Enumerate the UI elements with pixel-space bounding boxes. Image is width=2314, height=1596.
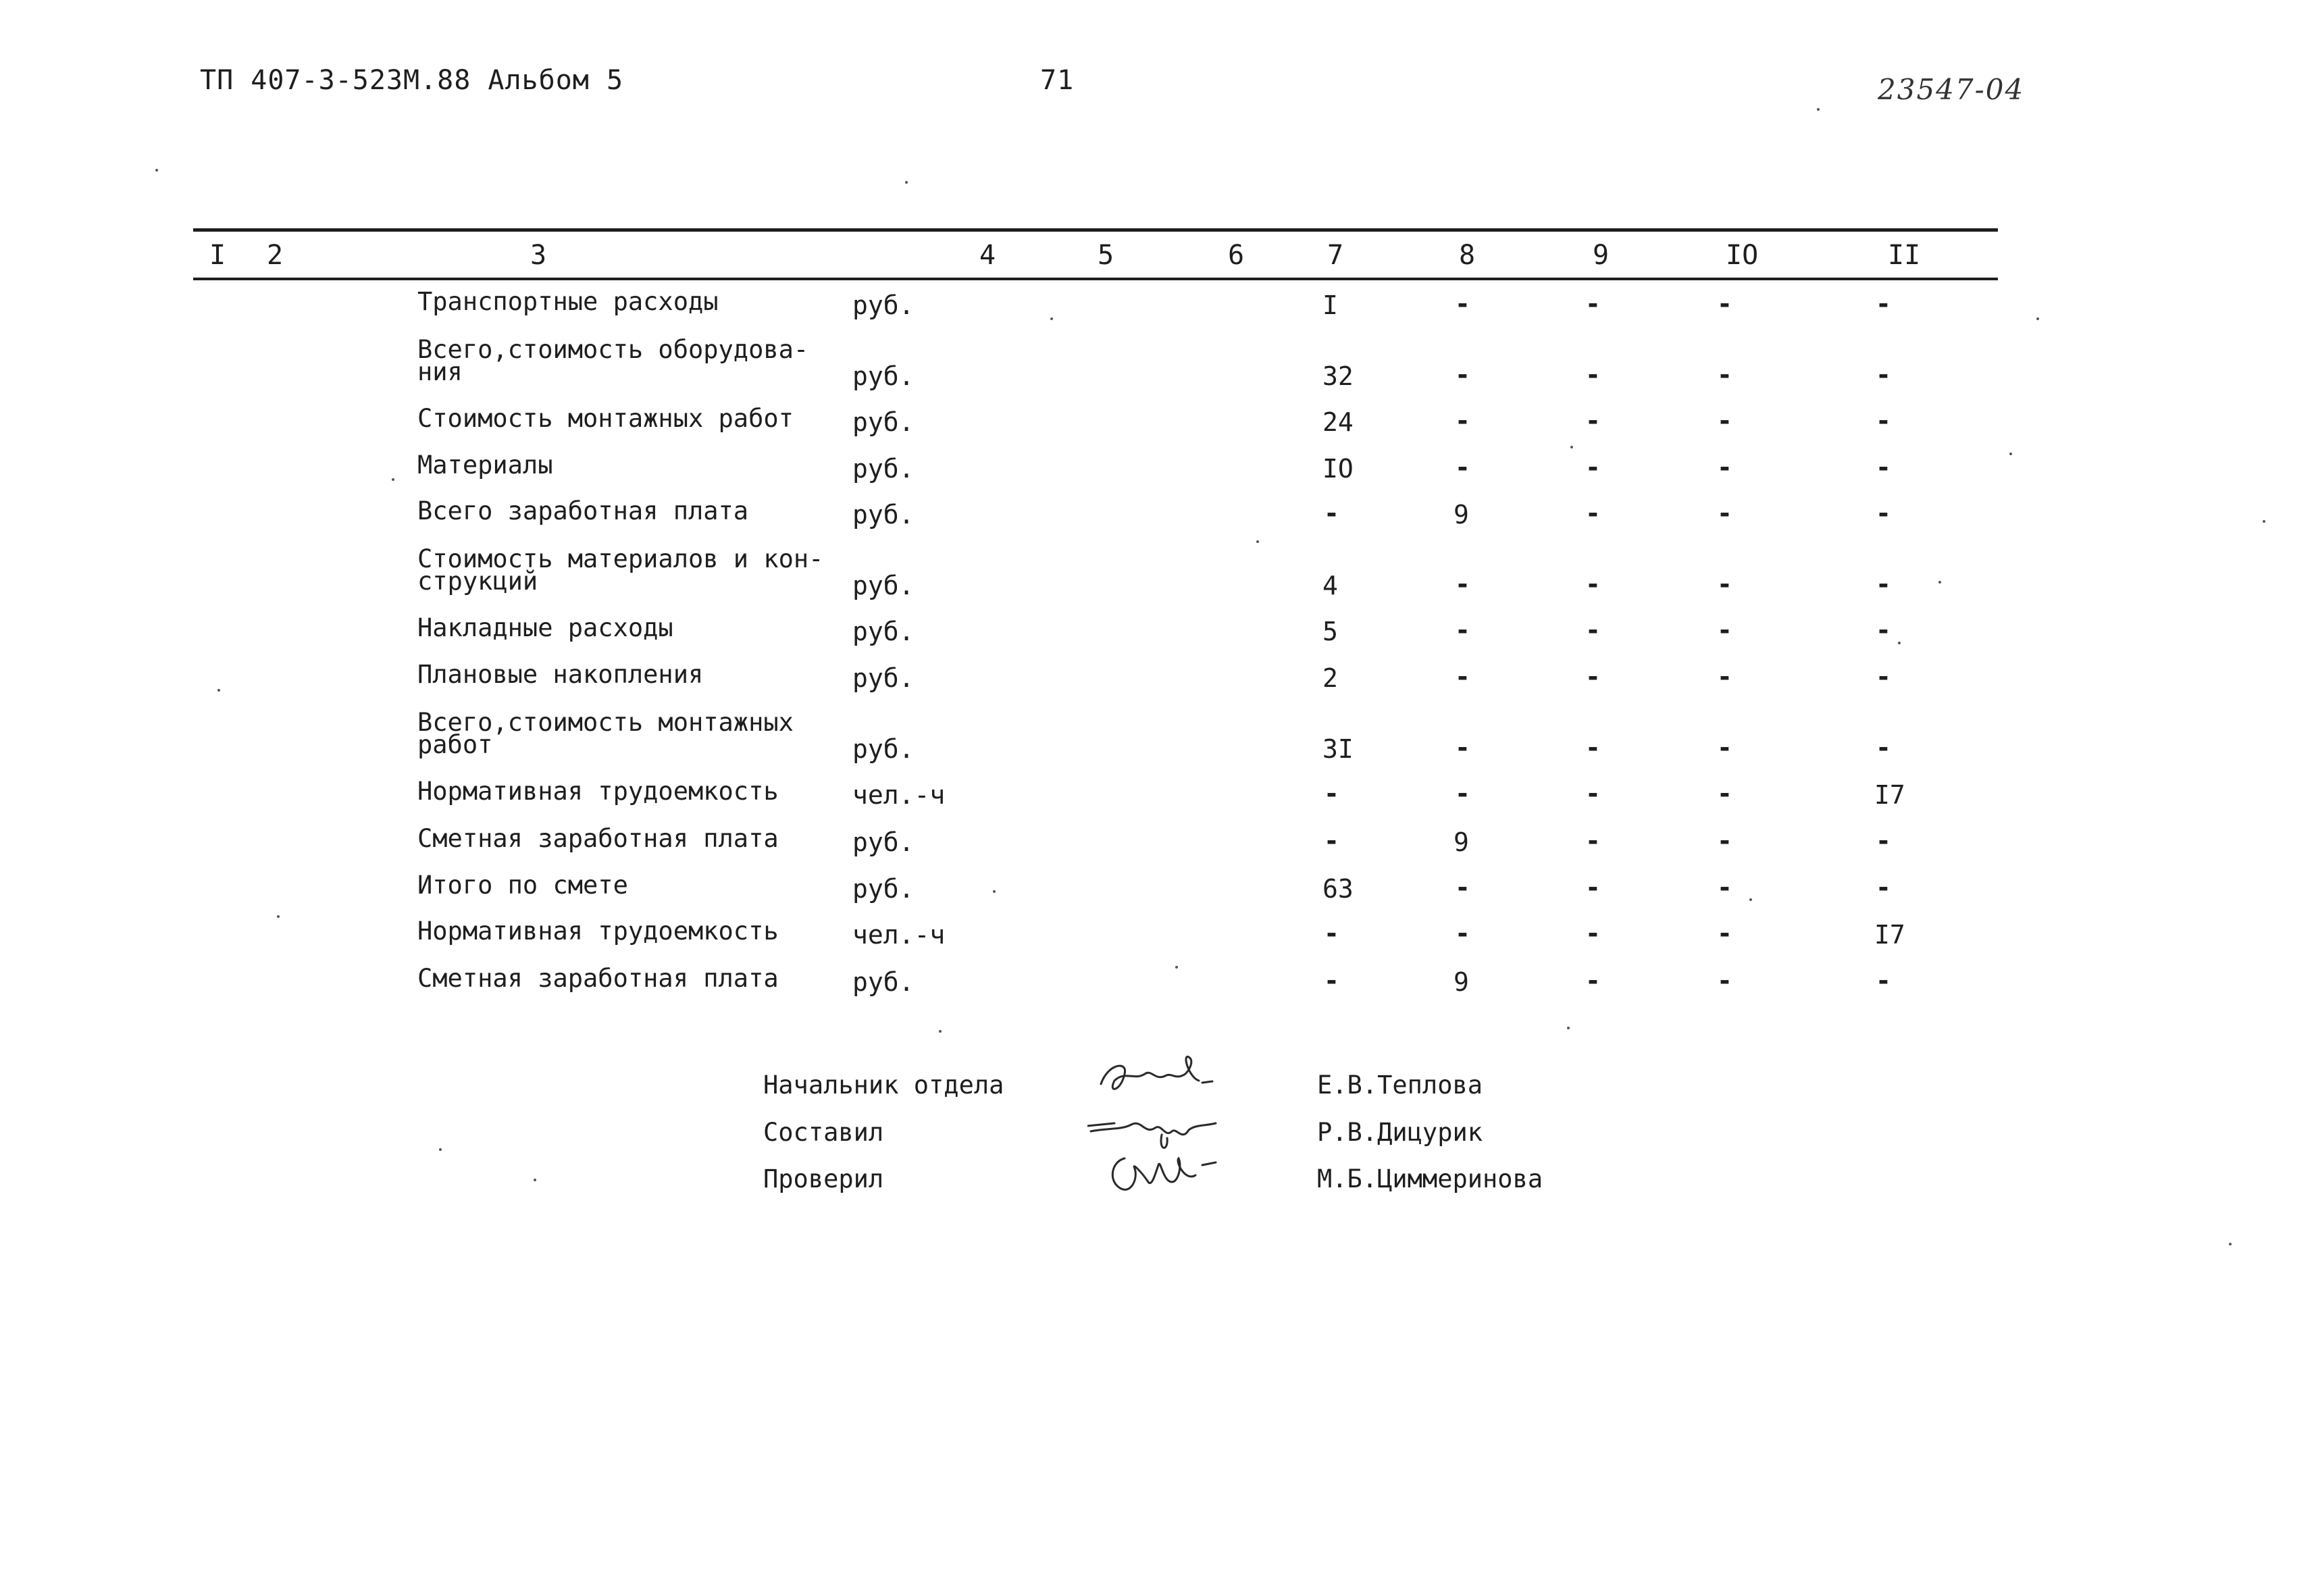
row-unit: чел.-ч xyxy=(852,920,946,950)
cell-c9-dash: - xyxy=(1585,966,1601,996)
cell-c11-dash: - xyxy=(1876,826,1891,856)
row-unit: руб. xyxy=(852,290,915,320)
column-header-2: 2 xyxy=(267,240,284,271)
signature-role: Начальник отдела xyxy=(763,1071,1004,1100)
cell-c11-dash: - xyxy=(1876,569,1891,599)
cell-c11-dash: - xyxy=(1876,615,1891,645)
cell-c11-dash: - xyxy=(1876,966,1891,996)
cell-c10-dash: - xyxy=(1717,826,1732,856)
cell-c10-dash: - xyxy=(1717,569,1732,599)
row-description: Плановые накопления xyxy=(417,660,704,689)
cell-c9-dash: - xyxy=(1585,569,1601,599)
cell-c9-dash: - xyxy=(1585,453,1601,482)
row-unit: руб. xyxy=(852,454,915,484)
row-description: Материалы xyxy=(417,451,553,480)
cell-c10-dash: - xyxy=(1717,360,1732,390)
cell-c11-dash: - xyxy=(1876,406,1891,436)
column-header-9: 9 xyxy=(1593,240,1610,271)
cell-c9-dash: - xyxy=(1585,826,1601,856)
document-code: ТП 407-3-523М.88 Альбом 5 xyxy=(200,65,624,96)
cell-c7: 4 xyxy=(1322,571,1338,600)
column-header-5: 5 xyxy=(1098,240,1114,271)
cell-c11-dash: - xyxy=(1876,498,1891,528)
row-unit: руб. xyxy=(852,500,915,530)
row-description: Нормативная трудоемкость xyxy=(417,777,779,806)
cell-c11: I7 xyxy=(1874,920,1905,950)
cell-c8-dash: - xyxy=(1455,569,1470,599)
cell-c9-dash: - xyxy=(1585,779,1601,808)
cell-c8-dash: - xyxy=(1455,662,1470,692)
row-unit: чел.-ч xyxy=(852,780,946,810)
cell-c8: 9 xyxy=(1454,967,1469,997)
cell-c7-dash: - xyxy=(1324,498,1339,528)
cell-c7-dash: - xyxy=(1324,826,1339,856)
page-number: 71 xyxy=(1040,65,1075,96)
cell-c10-dash: - xyxy=(1717,406,1732,436)
row-unit: руб. xyxy=(852,874,915,904)
row-unit: руб. xyxy=(852,734,915,764)
cell-c8: 9 xyxy=(1454,500,1469,530)
signature-role: Проверил xyxy=(763,1164,884,1193)
cell-c7: 3I xyxy=(1322,734,1354,764)
cell-c7: 2 xyxy=(1322,663,1338,693)
row-description: Транспортные расходы xyxy=(417,287,719,316)
column-header-11: II xyxy=(1888,240,1921,271)
table-header-rule xyxy=(193,278,1998,280)
cell-c7-dash: - xyxy=(1324,966,1339,996)
cell-c10-dash: - xyxy=(1717,966,1732,996)
row-description: Стоимость монтажных работ xyxy=(417,404,794,433)
cell-c9-dash: - xyxy=(1585,733,1601,763)
signature-name: М.Б.Циммеринова xyxy=(1317,1164,1543,1193)
cell-c8-dash: - xyxy=(1455,615,1470,645)
row-description: Стоимость материалов и кон-струкций xyxy=(417,544,824,596)
cell-c7: IO xyxy=(1322,454,1354,484)
cell-c11-dash: - xyxy=(1876,662,1891,692)
cell-c10-dash: - xyxy=(1717,498,1732,528)
cell-c7: I xyxy=(1322,290,1338,320)
column-header-10: IO xyxy=(1726,240,1759,271)
row-unit: руб. xyxy=(852,617,915,646)
cell-c11-dash: - xyxy=(1876,289,1891,319)
cell-c8-dash: - xyxy=(1455,873,1470,902)
column-header-3: 3 xyxy=(530,240,547,271)
row-unit: руб. xyxy=(852,967,915,997)
cell-c9-dash: - xyxy=(1585,360,1601,390)
cell-c10-dash: - xyxy=(1717,289,1732,319)
row-description: Сметная заработная плата xyxy=(417,824,779,853)
cell-c9-dash: - xyxy=(1585,662,1601,692)
row-unit: руб. xyxy=(852,827,915,857)
column-header-1: I xyxy=(209,240,226,271)
cell-c10-dash: - xyxy=(1717,733,1732,763)
cell-c11: I7 xyxy=(1874,780,1905,810)
cell-c7-dash: - xyxy=(1324,919,1339,948)
handwritten-signatures xyxy=(1087,1044,1250,1206)
cell-c8-dash: - xyxy=(1455,289,1470,319)
cell-c8-dash: - xyxy=(1455,733,1470,763)
row-unit: руб. xyxy=(852,663,915,693)
cell-c9-dash: - xyxy=(1585,406,1601,436)
cell-c11-dash: - xyxy=(1876,733,1891,763)
row-description: Нормативная трудоемкость xyxy=(417,917,779,946)
cell-c7: 24 xyxy=(1322,407,1354,437)
row-description: Всего,стоимость оборудова-ния xyxy=(417,335,809,386)
cell-c7-dash: - xyxy=(1324,779,1339,808)
row-unit: руб. xyxy=(852,571,915,600)
cell-c7: 63 xyxy=(1322,874,1354,904)
cell-c9-dash: - xyxy=(1585,873,1601,902)
cell-c9-dash: - xyxy=(1585,498,1601,528)
cell-c8-dash: - xyxy=(1455,919,1470,948)
cell-c9-dash: - xyxy=(1585,919,1601,948)
cell-c7: 5 xyxy=(1322,617,1338,646)
cell-c10-dash: - xyxy=(1717,779,1732,808)
table-top-rule xyxy=(193,228,1998,232)
cell-c10-dash: - xyxy=(1717,919,1732,948)
signature-name: Р.В.Дицурик xyxy=(1317,1118,1483,1147)
cell-c11-dash: - xyxy=(1876,360,1891,390)
cell-c9-dash: - xyxy=(1585,615,1601,645)
row-description: Накладные расходы xyxy=(417,613,673,642)
column-header-4: 4 xyxy=(979,240,996,271)
row-description: Сметная заработная плата xyxy=(417,964,779,993)
row-unit: руб. xyxy=(852,407,915,437)
cell-c8-dash: - xyxy=(1455,406,1470,436)
cell-c8-dash: - xyxy=(1455,779,1470,808)
signature-role: Составил xyxy=(763,1118,884,1147)
row-unit: руб. xyxy=(852,361,915,391)
cell-c10-dash: - xyxy=(1717,615,1732,645)
cell-c8-dash: - xyxy=(1455,453,1470,482)
cell-c11-dash: - xyxy=(1876,873,1891,902)
cell-c8-dash: - xyxy=(1455,360,1470,390)
row-description: Всего заработная плата xyxy=(417,496,749,525)
archive-number: 23547-04 xyxy=(1878,73,2025,106)
cell-c7: 32 xyxy=(1322,361,1354,391)
cell-c9-dash: - xyxy=(1585,289,1601,319)
cell-c10-dash: - xyxy=(1717,662,1732,692)
column-header-6: 6 xyxy=(1228,240,1245,271)
cell-c10-dash: - xyxy=(1717,453,1732,482)
row-description: Всего,стоимость монтажных работ xyxy=(417,708,794,759)
cell-c10-dash: - xyxy=(1717,873,1732,902)
column-header-8: 8 xyxy=(1459,240,1476,271)
cell-c8: 9 xyxy=(1454,827,1469,857)
cell-c11-dash: - xyxy=(1876,453,1891,482)
row-description: Итого по смете xyxy=(417,871,628,900)
column-header-7: 7 xyxy=(1327,240,1344,271)
signature-name: Е.В.Теплова xyxy=(1317,1071,1483,1100)
